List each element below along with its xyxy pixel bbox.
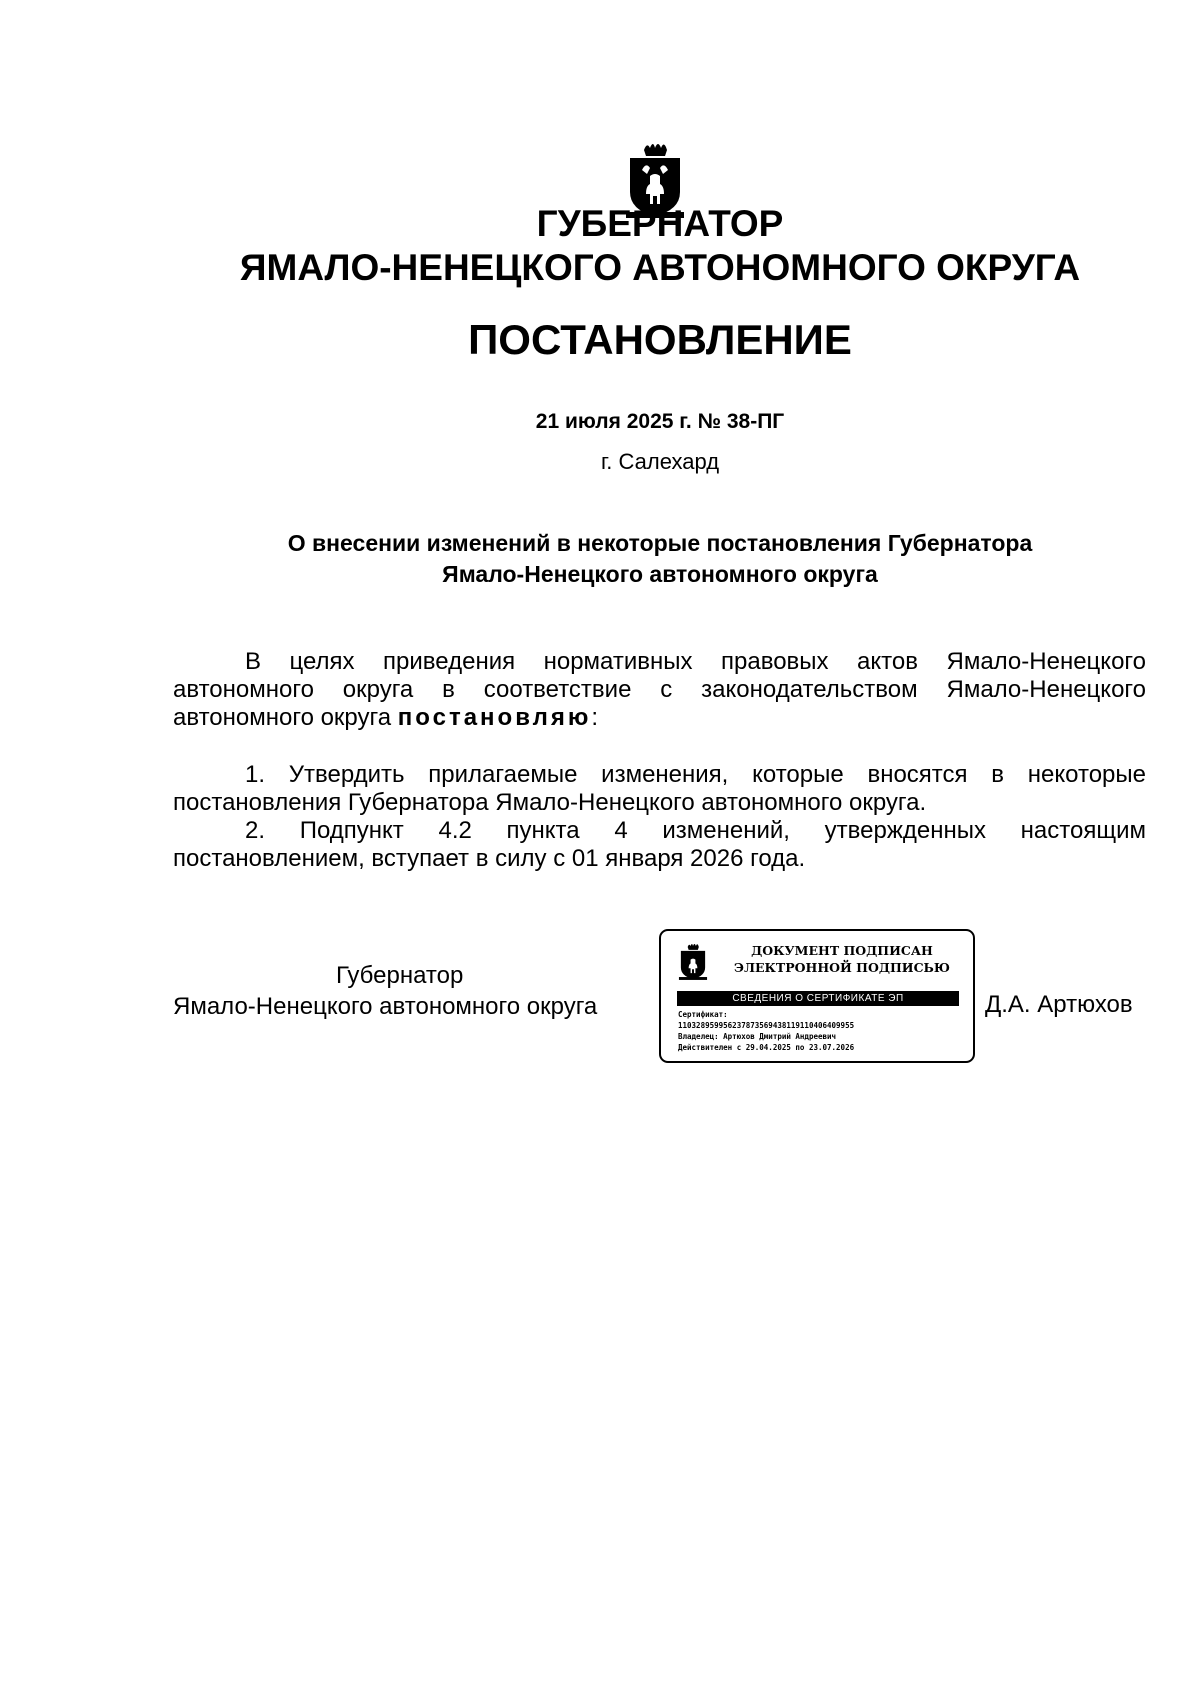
stamp-heading-line2: ЭЛЕКТРОННОЙ ПОДПИСЬЮ: [734, 960, 950, 975]
intro-paragraph: [173, 648, 1146, 732]
stamp-heading: [717, 942, 967, 976]
title-governor: ГУБЕРНАТОР: [536, 203, 784, 244]
decree-items: [173, 761, 1146, 873]
intro-text: В целях приведения нормативных правовых актов Ямало-Ненецкого автономного округа в соответствие с законодательством Ямало-Ненецкого автономного округа: [173, 648, 1146, 731]
decree-item: 2. Подпункт 4.2 пункта 4 изменений, утвержденных настоящим постановлением, вступает в силу с 01 января 2026 года.: [173, 817, 1146, 872]
title-region: ЯМАЛО-НЕНЕЦКОГО АВТОНОМНОГО ОКРУГА: [239, 247, 1081, 288]
stamp-coat-of-arms-icon: [677, 940, 709, 984]
intro-end: :: [591, 704, 599, 731]
subject-line-1: О внесении изменений в некоторые постановления Губернатора: [287, 530, 1033, 556]
date-number: 21 июля 2025 г. № 38-ПГ: [535, 410, 785, 433]
electronic-signature-stamp: [659, 929, 975, 1063]
stamp-owner: Владелец: Артюхов Дмитрий Андреевич: [678, 1032, 837, 1041]
stamp-cert-label: Сертификат:: [678, 1010, 728, 1019]
stamp-cert-number: 110328959956237873569438119110406409955: [678, 1021, 855, 1030]
decree-word: постановляю: [397, 704, 592, 731]
stamp-cert-info: [678, 1009, 854, 1053]
signer-title: Губернатор: [336, 962, 464, 989]
stamp-heading-line1: ДОКУМЕНТ ПОДПИСАН: [751, 943, 933, 958]
document-type: ПОСТАНОВЛЕНИЕ: [468, 316, 852, 363]
subject-line-2: Ямало-Ненецкого автономного округа: [442, 561, 878, 587]
decree-item: 1. Утвердить прилагаемые изменения, которые вносятся в некоторые постановления Губернатора Ямало-Ненецкого автономного округа.: [173, 761, 1146, 816]
stamp-validity: Действителен с 29.04.2025 по 23.07.2026: [678, 1043, 855, 1052]
signer-name: Д.А. Артюхов: [985, 991, 1133, 1018]
city: г. Салехард: [600, 449, 720, 474]
stamp-cert-bar: СВЕДЕНИЯ О СЕРТИФИКАТЕ ЭП: [677, 991, 959, 1006]
signer-region: Ямало-Ненецкого автономного округа: [173, 993, 598, 1020]
signer-position: [173, 960, 643, 1022]
